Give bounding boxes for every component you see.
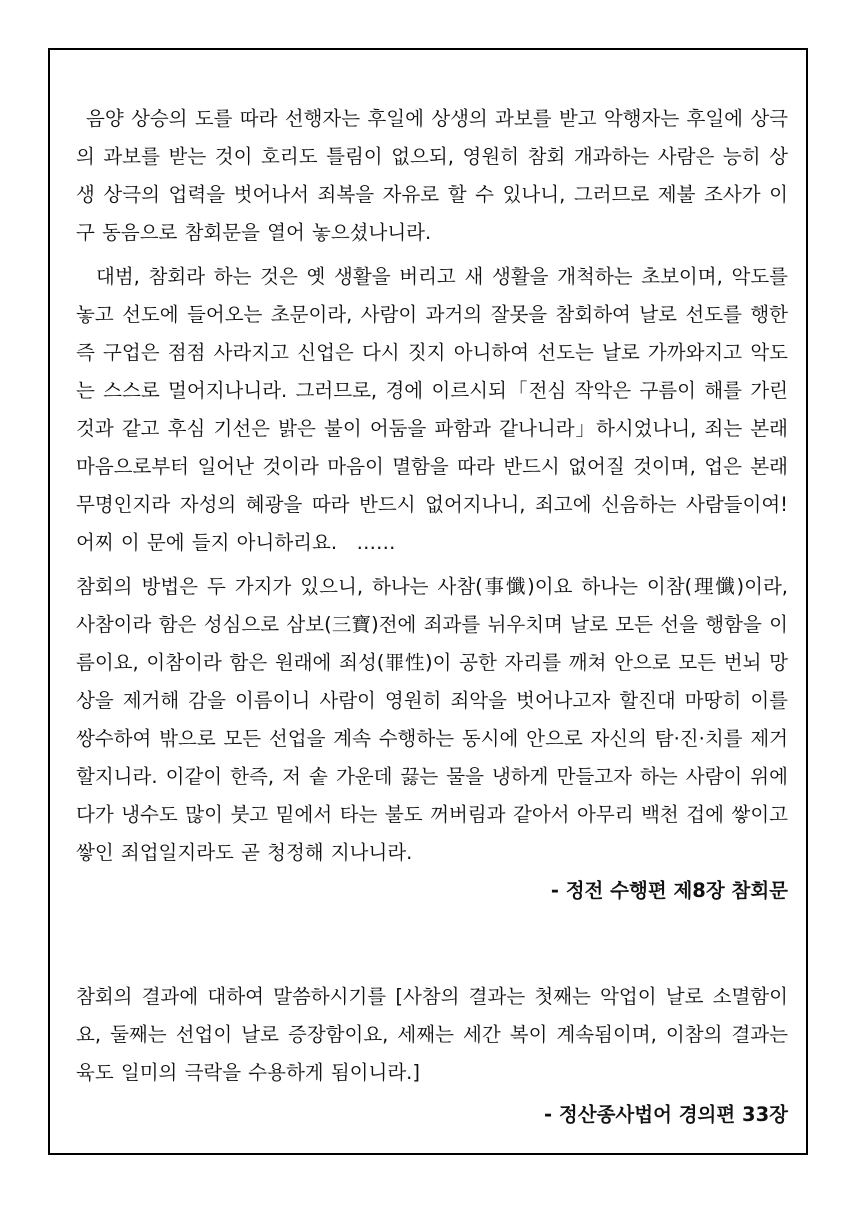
paragraph-2: 대범, 참회라 하는 것은 옛 생활을 버리고 새 생활을 개척하는 초보이며, 악도를 놓고 선도에 들어오는 초문이라, 사람이 과거의 잘못을 참회하여 날로 선도를 행한즉 구업은 점점 사라지고 신업은 다시 짓지 아니하여 선도는 날로 가까와지고 악도는 스스로 멀어지나니라. 그러므로, 경에 이르시되「전심 작악은 구름이 해를 가린 것과 같고 후심 기선은 밝은 불이 어둠을 파함과 같나니라」하시었나니, 죄는 본래 마음으로부터 일어난 것이라 마음이 멸함을 따라 반드시 없어질 것이며, 업은 본래 무명인지라 자성의 혜광을 따라 반드시 없어지나니, 죄고에 신음하는 사람들이여! 어찌 이 문에 들지 아니하리요. …… bbox=[76, 265, 788, 554]
source-citation-2: - 정산종사법어 경의편 33장 bbox=[544, 1103, 788, 1126]
paragraph-3: 참회의 방법은 두 가지가 있으니, 하나는 사참(事懺)이요 하나는 이참(理懺)이라, 사참이라 함은 성심으로 삼보(三寶)전에 죄과를 뉘우치며 날로 모든 선을 행함을 이름이요, 이참이라 함은 원래에 죄성(罪性)이 공한 자리를 깨쳐 안으로 모든 번뇌 망상을 제거해 감을 이름이니 사람이 영원히 죄악을 벗어나고자 할진대 마땅히 이를 쌍수하여 밖으로 모든 선업을 계속 수행하는 동시에 안으로 자신의 탐·진·치를 제거할지니라. 이같이 한즉, 저 솥 가운데 끓는 물을 냉하게 만들고자 하는 사람이 위에다가 냉수도 많이 붓고 밑에서 타는 불도 꺼버림과 같아서 아무리 백천 겁에 쌓이고 쌓인 죄업일지라도 곧 청정해 지나니라. bbox=[76, 575, 788, 864]
source-citation-1: - 정전 수행편 제8장 참회문 bbox=[550, 879, 788, 902]
paragraph-4: 참회의 결과에 대하여 말씀하시기를 [사참의 결과는 첫째는 악업이 날로 소멸함이요, 둘째는 선업이 날로 증장함이요, 세째는 세간 복이 계속됨이며, 이참의 결과는 육도 일미의 극락을 수용하게 됨이니라.] bbox=[76, 985, 788, 1084]
paragraph-1: 음양 상승의 도를 따라 선행자는 후일에 상생의 과보를 받고 악행자는 후일에 상극의 과보를 받는 것이 호리도 틀림이 없으되, 영원히 참회 개과하는 사람은 능히 상생 상극의 업력을 벗어나서 죄복을 자유로 할 수 있나니, 그러므로 제불 조사가 이구 동음으로 참회문을 열어 놓으셨나니라. bbox=[76, 107, 788, 244]
document-body bbox=[76, 100, 788, 1134]
